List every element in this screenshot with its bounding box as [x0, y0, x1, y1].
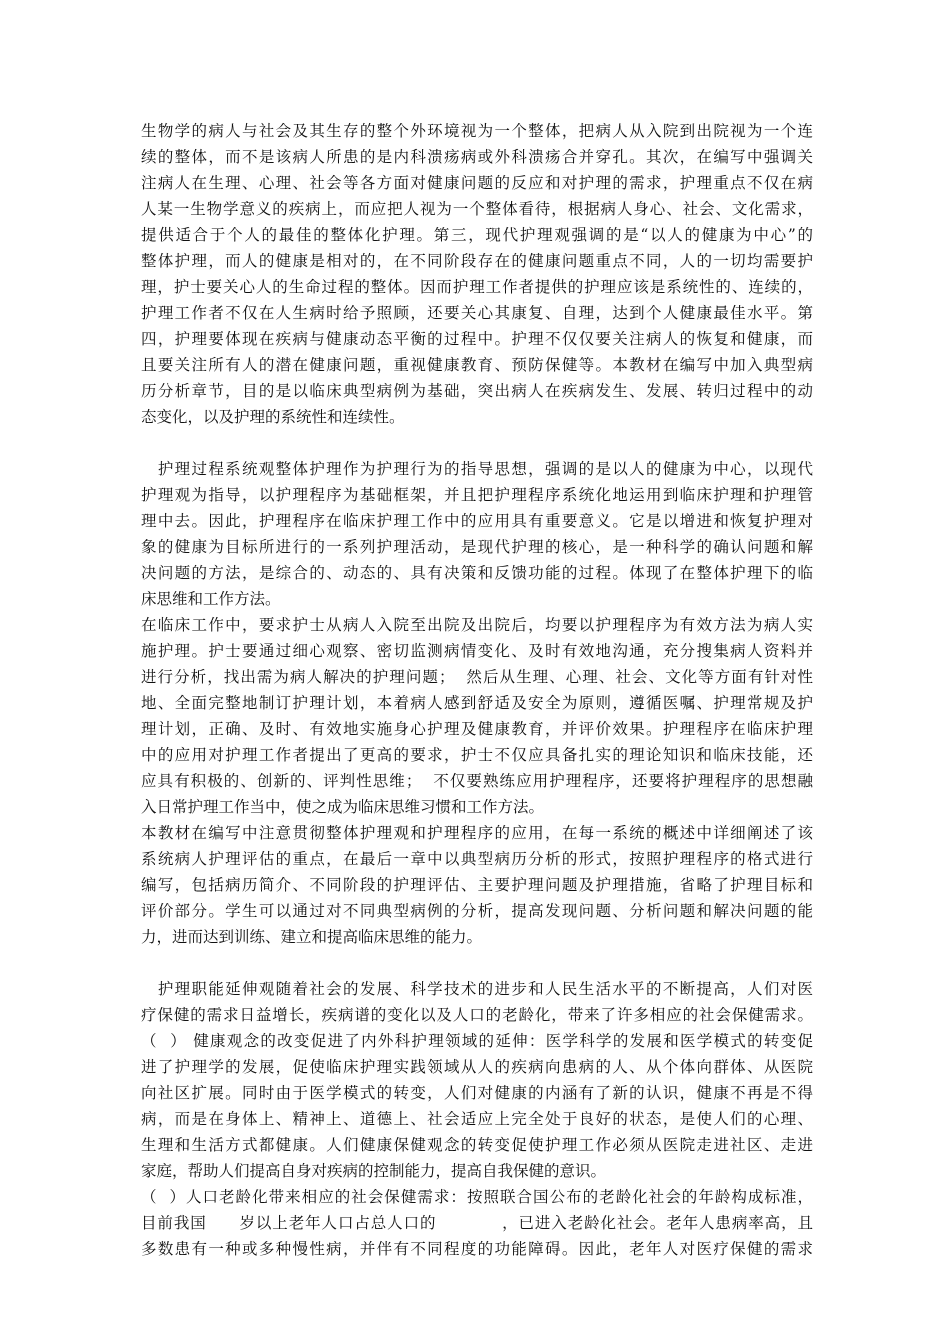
text-line: 向社区扩展。同时由于医学模式的转变，人们对健康的内涵有了新的认识，健康不再是不得 [141, 1084, 813, 1102]
text-line: 历分析章节，目的是以临床典型病例为基础，突出病人在疾病发生、发展、转归过程中的动 [141, 382, 813, 400]
paragraph-gap [141, 430, 813, 456]
text-line: 床思维和工作方法。 [141, 590, 281, 608]
text-line: （ ） 健康观念的改变促进了内外科护理领域的延伸：医学科学的发展和医学模式的转变促 [141, 1032, 813, 1050]
text-line: 续的整体，而不是该病人所患的是内科溃疡病或外科溃疡合并穿孔。其次，在编写中强调关 [141, 148, 813, 166]
document-page [141, 118, 813, 1262]
text-line: 注病人在生理、心理、社会等各方面对健康问题的反应和对护理的需求，护理重点不仅在病 [141, 174, 813, 192]
text-line: 四，护理要体现在疾病与健康动态平衡的过程中。护理不仅仅要关注病人的恢复和健康，而 [141, 330, 813, 348]
text-line: 提供适合于个人的最佳的整体化护理。第三，现代护理观强调的是“以人的健康为中心”的 [141, 226, 813, 244]
text-line: 力，进而达到训练、建立和提高临床思维的能力。 [141, 928, 483, 946]
text-line: 理，护士要关心人的生命过程的整体。因而护理工作者提供的护理应该是系统性的、连续的， [141, 278, 813, 296]
text-line: 象的健康为目标所进行的一系列护理活动，是现代护理的核心，是一种科学的确认问题和解 [141, 538, 813, 556]
text-line: 病，而是在身体上、精神上、道德上、社会适应上完全处于良好的状态，是使人们的心理、 [141, 1110, 813, 1128]
text-line: 施护理。护士要通过细心观察、密切监测病情变化、及时有效地沟通，充分搜集病人资料并 [141, 642, 813, 660]
text-line: 疗保健的需求日益增长，疾病谱的变化以及人口的老龄化，带来了许多相应的社会保健需求。 [141, 1006, 813, 1024]
paragraph-gap [141, 950, 813, 976]
text-line: 应具有积极的、创新的、评判性思维； 不仅要熟练应用护理程序，还要将护理程序的思想融 [141, 772, 813, 790]
text-line: 中的应用对护理工作者提出了更高的要求，护士不仅应具备扎实的理论知识和临床技能，还 [141, 746, 813, 764]
text-line: 且要关注所有人的潜在健康问题，重视健康教育、预防保健等。本教材在编写中加入典型病 [141, 356, 813, 374]
text-line: 本教材在编写中注意贯彻整体护理观和护理程序的应用，在每一系统的概述中详细阐述了该 [141, 824, 813, 842]
text-line: 系统病人护理评估的重点，在最后一章中以典型病历分析的形式，按照护理程序的格式进行 [141, 850, 813, 868]
text-line: 生理和生活方式都健康。人们健康保健观念的转变促使护理工作必须从医院走进社区、走进 [141, 1136, 813, 1154]
text-line: 在临床工作中，要求护士从病人入院至出院及出院后，均要以护理程序为有效方法为病人实 [141, 616, 813, 634]
text-line: 护理工作者不仅在人生病时给予照顾，还要关心其康复、自理，达到个人健康最佳水平。第 [141, 304, 813, 322]
text-line: 人某一生物学意义的疾病上，而应把人视为一个整体看待，根据病人身心、社会、文化需求， [141, 200, 813, 218]
text-line: 评价部分。学生可以通过对不同典型病例的分析，提高发现问题、分析问题和解决问题的能 [141, 902, 813, 920]
text-line: （ ）人口老龄化带来相应的社会保健需求：按照联合国公布的老龄化社会的年龄构成标准， [141, 1188, 813, 1206]
text-line: 理中去。因此，护理程序在临床护理工作中的应用具有重要意义。它是以增进和恢复护理对 [141, 512, 813, 530]
text-line: 家庭，帮助人们提高自身对疾病的控制能力，提高自我保健的意识。 [141, 1162, 607, 1180]
text-line: 多数患有一种或多种慢性病，并伴有不同程度的功能障碍。因此，老年人对医疗保健的需求 [141, 1240, 813, 1258]
text-line: 入日常护理工作当中，使之成为临床思维习惯和工作方法。 [141, 798, 545, 816]
text-line: 整体护理，而人的健康是相对的，在不同阶段存在的健康问题重点不同，人的一切均需要护 [141, 252, 813, 270]
text-line: 护理职能延伸观随着社会的发展、科学技术的进步和人民生活水平的不断提高，人们对医 [141, 980, 813, 998]
text-line: 理计划，正确、及时、有效地实施身心护理及健康教育，并评价效果。护理程序在临床护理 [141, 720, 813, 738]
text-line: 编写，包括病历简介、不同阶段的护理评估、主要护理问题及护理措施，省略了护理目标和 [141, 876, 813, 894]
text-line: 决问题的方法，是综合的、动态的、具有决策和反馈功能的过程。体现了在整体护理下的临 [141, 564, 813, 582]
text-line: 进行分析，找出需为病人解决的护理问题； 然后从生理、心理、社会、文化等方面有针对性 [141, 668, 813, 686]
text-line: 生物学的病人与社会及其生存的整个外环境视为一个整体，把病人从入院到出院视为一个连 [141, 122, 813, 140]
text-line: 目前我国 岁以上老年人口占总人口的 ，已进入老龄化社会。老年人患病率高，且 [141, 1214, 813, 1232]
text-line: 地、全面完整地制订护理计划，本着病人感到舒适及安全为原则，遵循医嘱、护理常规及护 [141, 694, 813, 712]
text-line: 进了护理学的发展，促使临床护理实践领域从人的疾病向患病的人、从个体向群体、从医院 [141, 1058, 813, 1076]
text-line: 护理过程系统观整体护理作为护理行为的指导思想，强调的是以人的健康为中心，以现代 [141, 460, 813, 478]
text-line: 护理观为指导，以护理程序为基础框架，并且把护理程序系统化地运用到临床护理和护理管 [141, 486, 813, 504]
text-line: 态变化，以及护理的系统性和连续性。 [141, 408, 405, 426]
